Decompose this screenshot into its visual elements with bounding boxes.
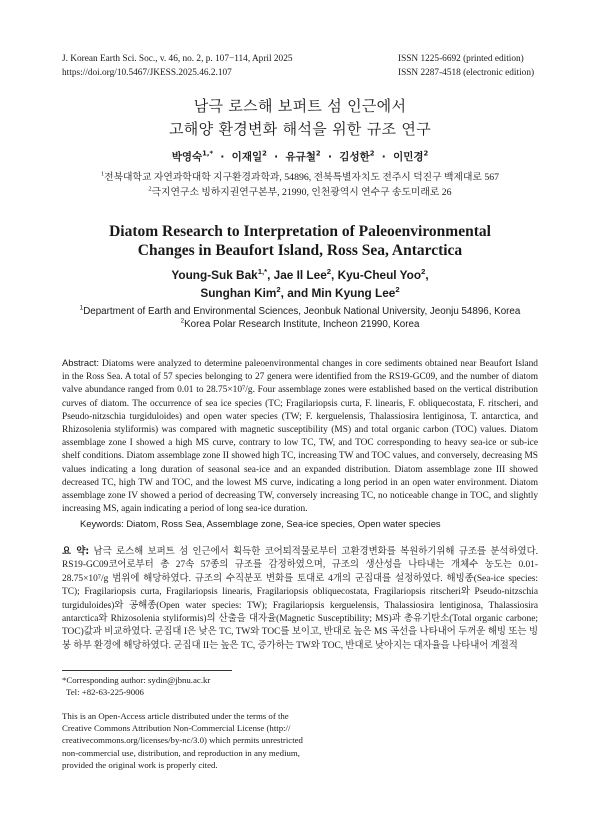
english-title-line2: Changes in Beaufort Island, Ross Sea, Antarctica [137,242,463,259]
korean-abstract-line: antarctica와 Rhizosolenia styliformis)의 산출을 대자율(Magnetic Susceptibility; MS)과 총유기탄소(Total organic carbone; [62,614,538,625]
korean-affiliation-1 [0,169,600,183]
affiliation-number: 1 [100,170,105,178]
affiliation-text: 전북대학교 자연과학대학 지구환경과학과, 54896, 전북특별자치도 전주시 덕진구 백제대로 567 [104,172,500,183]
author-name: Kyu-Cheul Yoo [337,268,422,282]
journal-header [62,53,293,80]
author-name: Jae Il Lee [273,268,327,282]
author-affiliation-mark: 2 [423,149,429,158]
korean-title [0,95,600,141]
affiliation-text: Korea Polar Research Institute, Incheon 21990, Korea [184,319,420,330]
doi-link[interactable]: https://doi.org/10.5467/JKESS.2025.46.2.107 [62,67,232,78]
korean-abstract-line: TOC)값과 비교하였다. 군집대 I은 낮은 TC, TW와 TOC를 보이고, 반대로 높은 MS 곡선을 나타내어 두꺼운 해빙 또는 [62,627,527,638]
english-authors-line1: Young-Suk Bak$^{1,*}$, Jae Il Lee$^2$, Kyu-Cheul Yoo$^2$, [171,267,429,282]
abstract-line: Diatoms were analyzed to determine paleoenvironmental changes in core sediments obtained near Beaufort Island [101,359,538,369]
korean-abstract-line: 범위에 해당하였다. 규조의 수직분포 변화를 토대로 4개의 군집대를 설정하였다. 해빙종(Sea-ice species: TC); [62,573,538,598]
korean-abstract-line: turgiduloides)와 공해종(Open water species: TW); Fragilariopsis kerguelensis, Thalassiosira lentiginosa, Thalassiosira [62,600,538,611]
english-authors-line2: Sunghan Kim$^2$, and Min Kyung Lee$^2$ [200,285,400,300]
korean-abstract [62,545,538,653]
korean-abstract-line: 남극 로스해 보퍼트 섬 인근에서 획득한 코어퇴적물로부터 고환경변화를 복원하기위해 규조를 분석하였다. [93,547,538,557]
author-affiliation-mark: 1,* [257,267,268,277]
author-name: Young-Suk Bak [171,268,258,282]
author-name: 김성한 [339,151,370,163]
korean-author-list [0,149,600,164]
issn-header [398,53,534,80]
author-affiliation-mark: 2 [421,267,426,277]
author-separator: · [378,151,390,163]
keywords-text: Diatom, Ross Sea, Assemblage zone, Sea-ice species, Open water species [126,518,441,529]
korean-affiliation-2 [0,184,600,198]
english-affiliation-1 [0,305,600,318]
author-separator: · [324,151,336,163]
corresponding-email[interactable]: *Corresponding author: sydin@jbnu.ac.kr [62,675,211,685]
corresponding-author-note [62,674,210,698]
abstract-line: in the Ross Sea. A total of 57 species belonging to 27 genera were identified from the RS19-GC09, and the number of [62,372,510,383]
issn-print: ISSN 1225-6692 (printed edition) [398,54,524,64]
abstract-line: conversely, decreasing MS values indicating a long duration of seasonal sea-ice and an expanded distribution. Diatom [62,451,538,475]
abstract-line: antarctica, and Rhizosolenia styliformis) was compared with magnetic susceptibility (MS) and total organic carbon (TOC) [62,411,539,436]
korean-abstract-label: 요 약: [62,546,90,557]
author-affiliation-mark: 2 [276,285,281,295]
abstract-label: Abstract: [62,357,99,368]
affiliation-number: 1 [79,304,84,312]
affiliation-text: Department of Earth and Environmental Sciences, Jeonbuk National University, Jeonju 54896, Korea [83,306,521,317]
abstract-line: sea-ice or sub-ice shelf conditions. Diatom assemblage zone II showed high TC, increasing TW and TOC values, and [62,438,539,462]
korean-abstract-line: Fragilariopsis curta, Fragilariopsis linearis, Fragilariopsis obliquecostata, Fragilariopsis ritscheri와 Pseudo-nitzschia [84,587,539,598]
open-access-note [62,710,322,771]
author-separator: · [270,151,282,163]
keywords-label: Keywords: [80,518,124,529]
english-affiliation-2 [0,318,600,331]
open-access-line: provided the original work is properly cited. [62,759,218,770]
author-separator: · [216,151,229,163]
english-title [0,222,600,260]
english-author-list [0,266,600,302]
author-name: 이재일 [231,151,263,163]
abstract-line: diatom valve abundance ranged from 0.01 to 28.75×10⁷/g. Four assemblage zones were established based on the vertical [62,372,538,396]
author-name: 이민경 [393,151,424,163]
english-affiliations [0,305,600,331]
korean-abstract-line: RS19-GC09코어로부터 총 27속 57종의 규조를 감정하였으며, 규조의 생산성을 나타내는 개체수 농도는 0.01-28.75×10⁷/g [62,560,538,584]
abstract-line: distribution curves of diatom. The occurrence of sea ice species (TC; Fragilariopsis curta, F. linearis, F. obliquecostata, F. [62,385,538,409]
footnote-divider [62,670,232,671]
abstract-line: assemblage zone III showed decreased TC, high TW and TOC, and the lowest MS curve, indicating a long period in an [62,464,538,488]
author-name: Min Kyung Lee [311,286,396,300]
english-title-line1: Diatom Research to Interpretation of Paleoenvironmental [109,223,491,240]
english-abstract [62,356,538,516]
open-access-line: This is an Open-Access article distributed under the terms of the [62,711,289,721]
open-access-line: non-commercial use, distribution, and reproduction in any medium, [62,747,300,758]
korean-title-line2: 고해양 환경변화 해석을 위한 규조 연구 [169,120,431,138]
abstract-line: ritscheri, and Pseudo-nitzschia turgiduloides) and open water species (TW; F. kerguelensis, Thalassiosira lentiginosa, T. [62,398,539,422]
keywords [80,518,540,529]
author-affiliation-mark: 2 [395,285,400,295]
abstract-line: noticeable change in TOC, and slightly increasing MS, again indicating a period of long sea-ice duration. [62,491,539,515]
affiliation-text: 극지연구소 빙하지권연구본부, 21990, 인천광역시 연수구 송도미래로 26 [151,187,452,198]
author-name: 박영숙 [171,151,203,163]
affiliation-number: 2 [148,185,152,193]
author-name: Sunghan Kim [200,286,277,300]
author-affiliation-mark: 2 [315,149,321,158]
author-affiliation-mark: 2 [369,149,375,158]
open-access-line: creativecommons.org/licenses/by-nc/3.0) which permits unrestricted [62,735,303,746]
author-name: 유규철 [285,151,316,163]
open-access-line: Creative Commons Attribution Non-Commercial License (http:// [62,723,291,734]
author-affiliation-mark: 2 [326,267,332,277]
author-affiliation-mark: 1,* [202,149,214,158]
affiliation-number: 2 [180,317,185,325]
author-affiliation-mark: 2 [262,149,267,158]
abstract-line: open water environment. Diatom assemblage zone IV showed a period of decreasing TW, conversely increasing TC, no [62,477,539,502]
korean-abstract-line: 빙붕 하부 환경에 해당하였다. 군집대 II는 높은 TC, 증가하는 TW와 TOC, 반대로 낮아지는 대자율을 나타내어 계절적 [62,627,539,651]
issn-electronic: ISSN 2287-4518 (electronic edition) [398,67,535,78]
corresponding-tel: Tel: +82-63-225-9006 [66,687,144,697]
journal-citation: J. Korean Earth Sci. Soc., v. 46, no. 2, p. 107−114, April 2025 [62,54,293,64]
korean-title-line1: 남극 로스해 보퍼트 섬 인근에서 [193,97,407,115]
abstract-line: values. Diatom assemblage zone I showed a high MS curve, contrary to low TC, TW, and TOC corresponding to heavy [62,425,539,449]
